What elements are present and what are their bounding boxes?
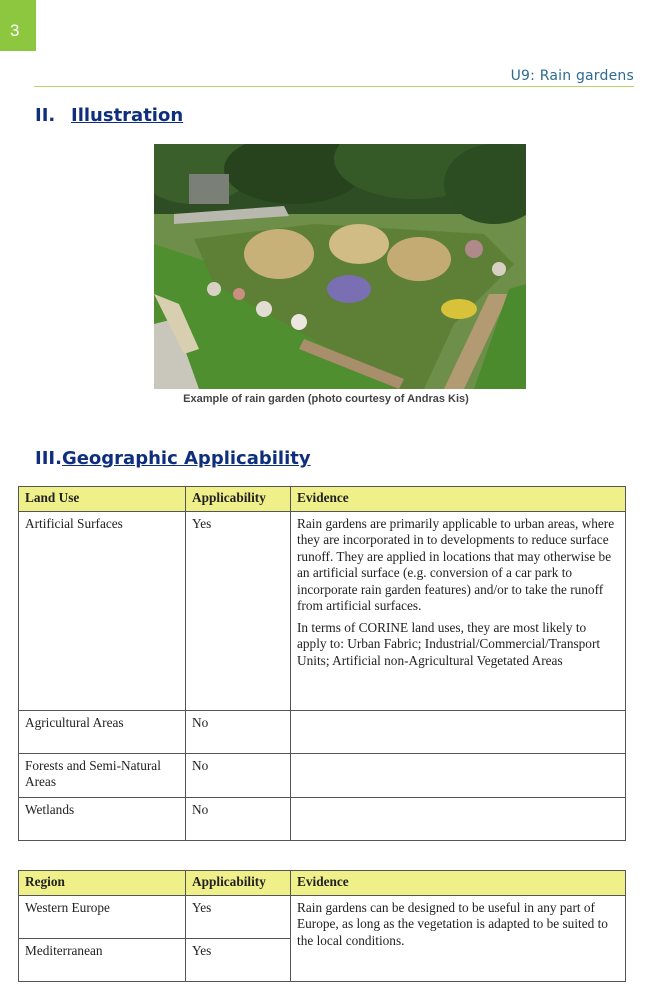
land-use-cell: Artificial Surfaces	[19, 511, 186, 710]
column-header: Evidence	[291, 487, 626, 512]
applicability-cell: No	[186, 753, 291, 797]
section-title: Illustration	[71, 105, 184, 126]
land-use-cell: Wetlands	[19, 797, 186, 840]
column-header: Applicability	[186, 487, 291, 512]
column-header: Evidence	[291, 871, 626, 896]
evidence-paragraph: Rain gardens are primarily applicable to urban areas, where they are incorporated in to developments to reduce surface runoff. They are applied in locations that may otherwise be an artificial surface (e.g. conversion of a car park to incorporate rain garden features) and/or to take the runoff from artificial surfaces.	[297, 515, 615, 613]
region-table	[18, 870, 626, 982]
applicability-cell: Yes	[186, 895, 291, 938]
region-cell: Western Europe	[19, 895, 186, 938]
land-use-table	[18, 486, 626, 841]
evidence-cell	[291, 710, 626, 753]
section-heading-illustration	[35, 105, 183, 126]
table-row	[19, 895, 626, 938]
section-title: Geographic Applicability	[61, 448, 311, 469]
figure-caption: Example of rain garden (photo courtesy of Andras Kis)	[183, 393, 469, 405]
table-header-row	[19, 871, 626, 896]
section-heading-geographic-applicability	[35, 448, 311, 469]
land-use-cell: Forests and Semi-Natural Areas	[19, 753, 186, 797]
table-row	[19, 511, 626, 710]
region-cell: Mediterranean	[19, 938, 186, 981]
table-row	[19, 753, 626, 797]
applicability-cell: Yes	[186, 511, 291, 710]
evidence-cell	[291, 797, 626, 840]
table-row	[19, 797, 626, 840]
applicability-cell: No	[186, 797, 291, 840]
evidence-paragraph: In terms of CORINE land uses, they are most likely to apply to: Urban Fabric; Industrial/Commercial/Transport Units; Artificial non-Agricultural Vegetated Areas	[297, 619, 601, 668]
column-header: Region	[19, 871, 186, 896]
land-use-cell: Agricultural Areas	[19, 710, 186, 753]
column-header: Applicability	[186, 871, 291, 896]
column-header: Land Use	[19, 487, 186, 512]
header-divider	[34, 86, 634, 87]
table-row	[19, 710, 626, 753]
table-header-row	[19, 487, 626, 512]
applicability-cell: No	[186, 710, 291, 753]
rain-garden-photo	[154, 144, 526, 389]
running-header: U9: Rain gardens	[510, 68, 634, 84]
applicability-cell: Yes	[186, 938, 291, 981]
evidence-cell	[291, 511, 626, 710]
page-number-tab: 3	[0, 0, 36, 51]
section-number: II.	[35, 105, 56, 126]
evidence-cell	[291, 753, 626, 797]
evidence-cell: Rain gardens can be designed to be useful in any part of Europe, as long as the vegetation is adapted to be suited to the local conditions.	[291, 895, 626, 981]
section-number: III.	[35, 448, 62, 469]
